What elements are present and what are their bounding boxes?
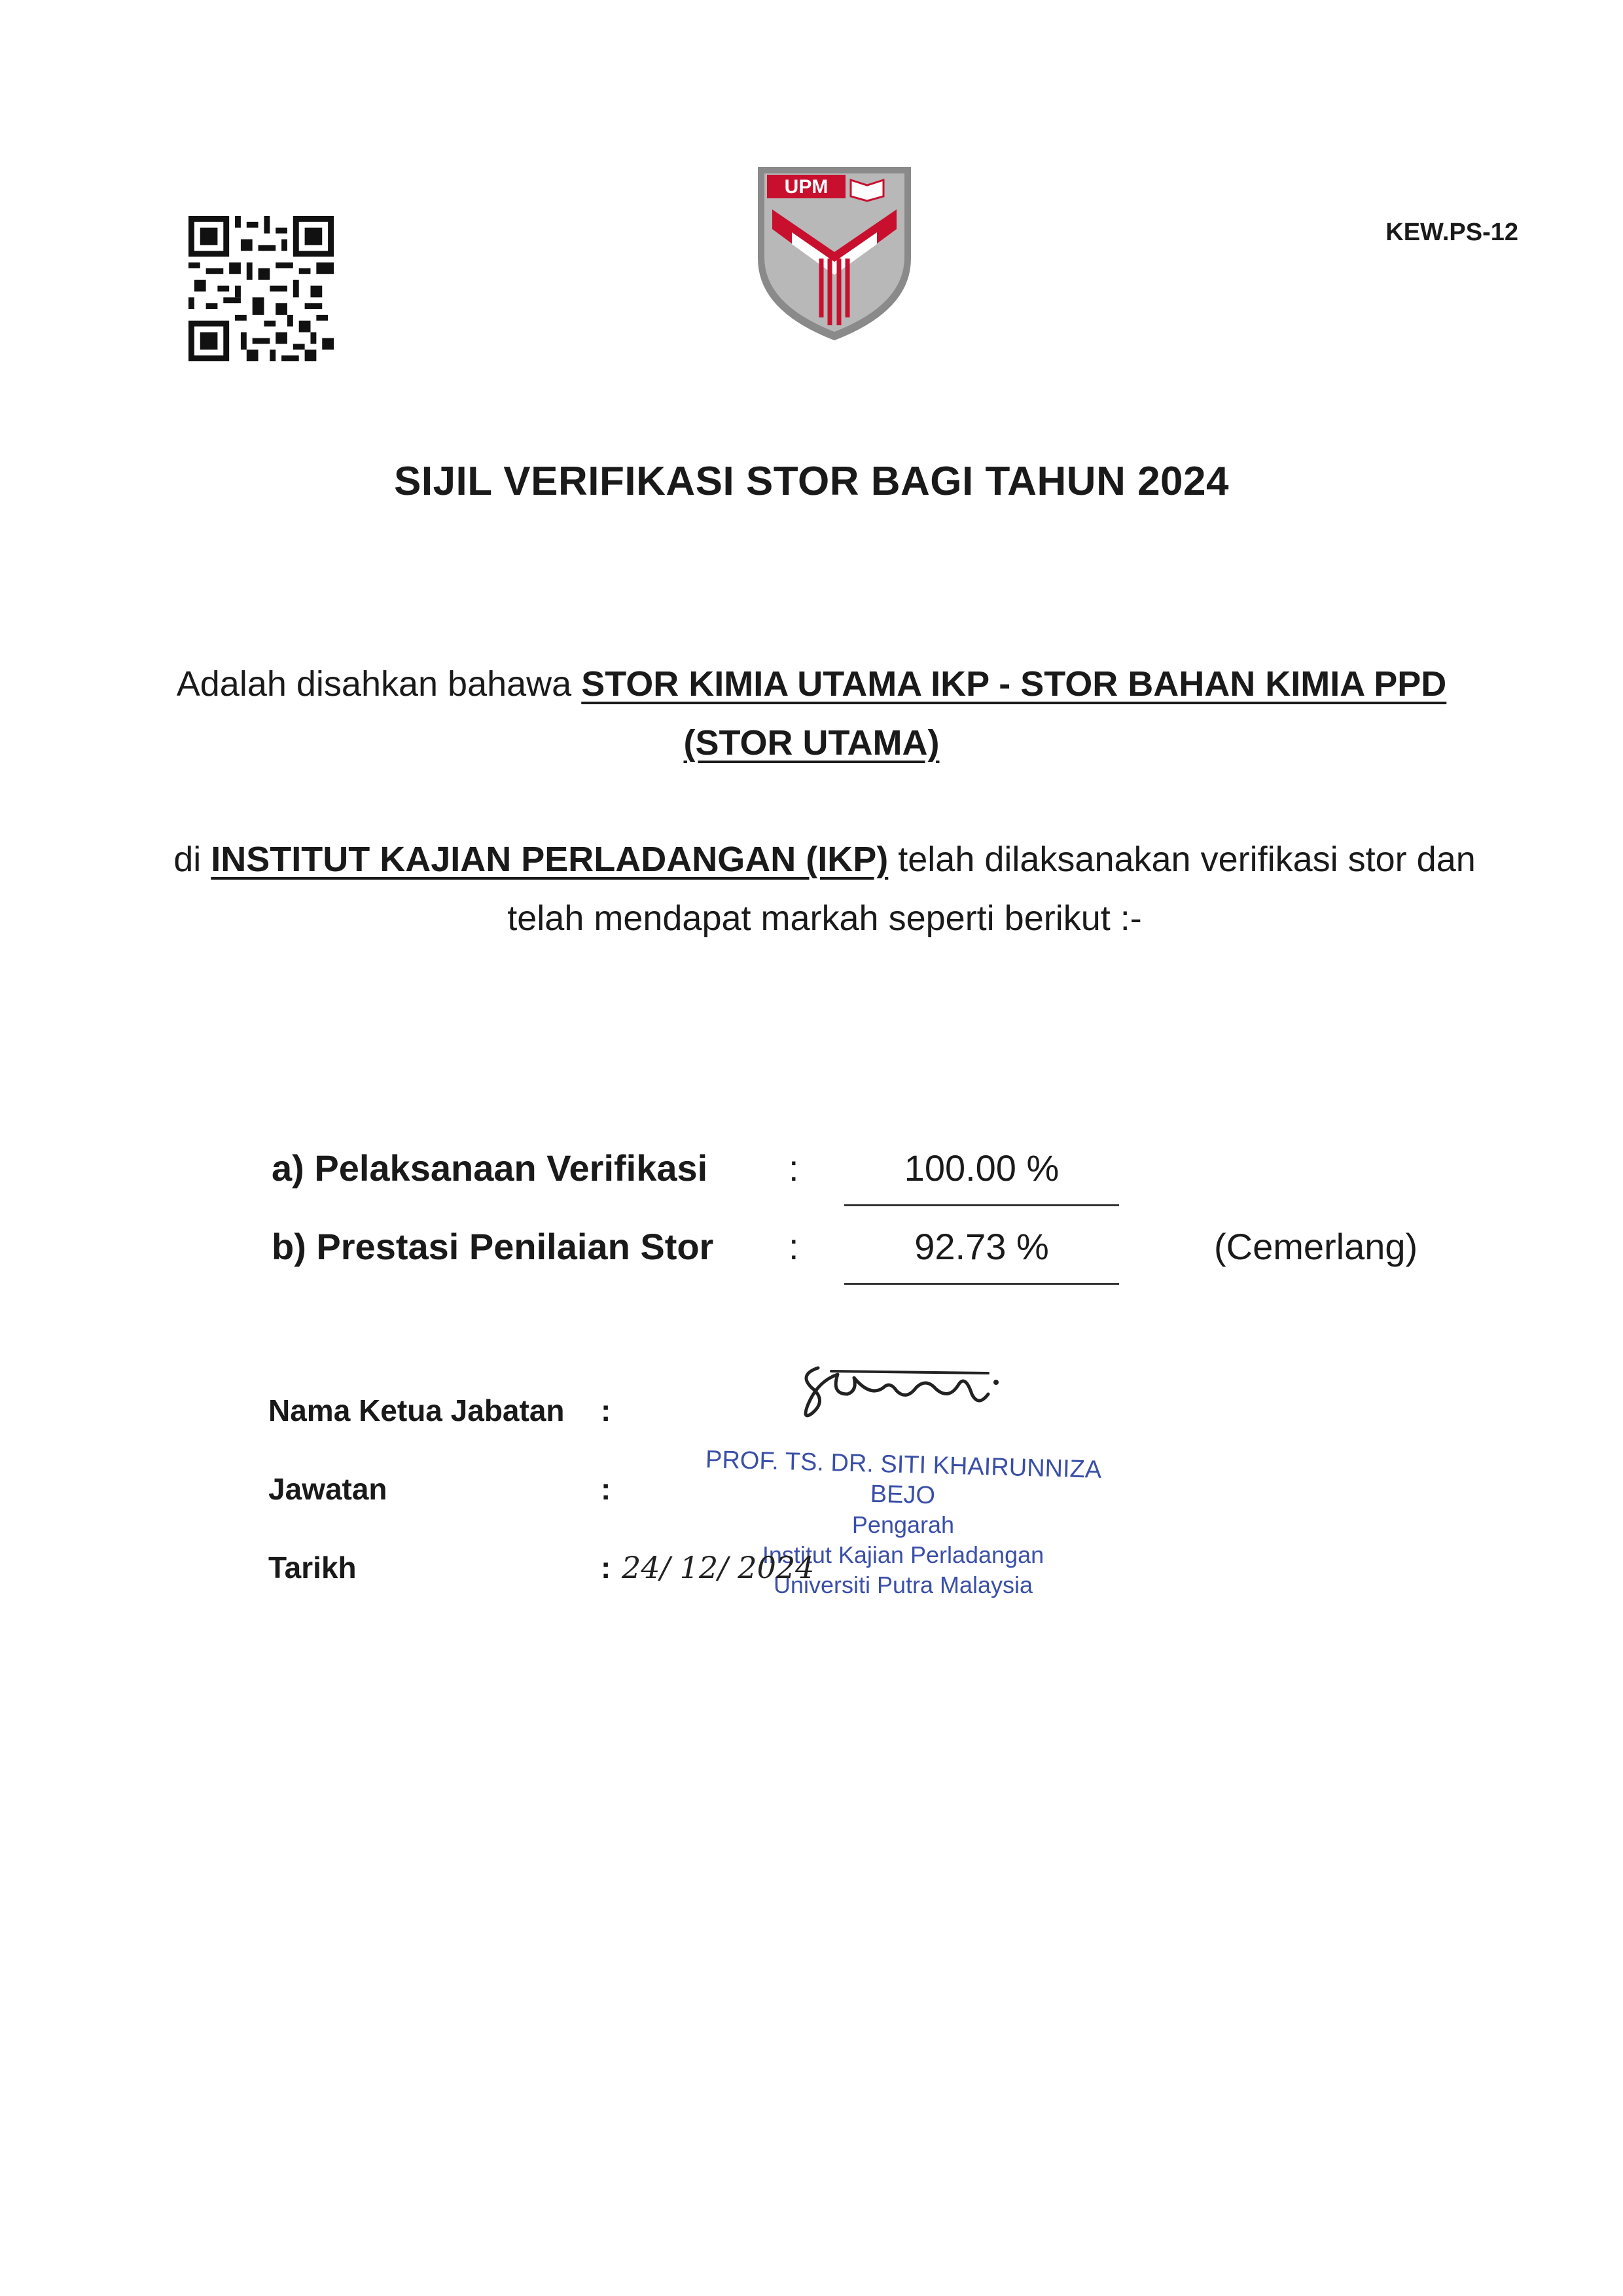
score-value: 92.73 % (914, 1226, 1049, 1267)
signoff-colon: : (601, 1393, 611, 1427)
score-colon: : (789, 1226, 799, 1267)
stamp-name: PROF. TS. DR. SITI KHAIRUNNIZA BEJO (705, 1446, 1102, 1510)
form-code: KEW.PS-12 (1385, 219, 1518, 246)
statement-prefix: Adalah disahkan bahawa (176, 664, 582, 704)
certification-statement (131, 655, 1492, 772)
handwritten-signature (792, 1348, 1014, 1427)
signoff-name-label: Nama Ketua Jabatan (268, 1393, 565, 1427)
signoff-colon: : (601, 1551, 611, 1585)
score-row-verification (0, 1147, 1623, 1219)
score-value: 100.00 % (904, 1147, 1060, 1189)
stamp-institute: Institut Kajian Perladangan (762, 1541, 1044, 1568)
stamp-position: Pengarah (851, 1511, 955, 1538)
signoff-colon: : (601, 1472, 611, 1506)
score-label: a) Pelaksanaan Verifikasi (272, 1147, 708, 1189)
score-colon: : (789, 1147, 799, 1189)
score-underline (844, 1283, 1119, 1285)
qr-code-icon (188, 216, 334, 361)
handwritten-date: 24/ 12/ 2024 (622, 1550, 815, 1585)
signoff-position-label: Jawatan (268, 1472, 387, 1506)
institute-name: INSTITUT KAJIAN PERLADANGAN (IKP) (211, 840, 889, 879)
score-underline (844, 1204, 1119, 1206)
upm-logo-text: UPM (784, 176, 829, 198)
stamp-university: Universiti Putra Malaysia (773, 1571, 1033, 1598)
certificate-title: SIJIL VERIFIKASI STOR BAGI TAHUN 2024 (394, 459, 1229, 504)
score-row-performance (0, 1225, 1623, 1297)
score-remark: (Cemerlang) (1214, 1226, 1418, 1267)
store-name: STOR KIMIA UTAMA IKP - STOR BAHAN KIMIA PPD (STOR UTAMA) (581, 664, 1447, 762)
signoff-date-label: Tarikh (268, 1551, 357, 1585)
institute-suffix: telah dilaksanakan verifikasi stor dan telah mendapat markah seperti berikut :- (507, 840, 1476, 938)
institute-prefix: di (173, 840, 211, 879)
score-label: b) Prestasi Penilaian Stor (272, 1226, 714, 1267)
institute-statement (131, 830, 1518, 948)
upm-logo (753, 160, 916, 344)
